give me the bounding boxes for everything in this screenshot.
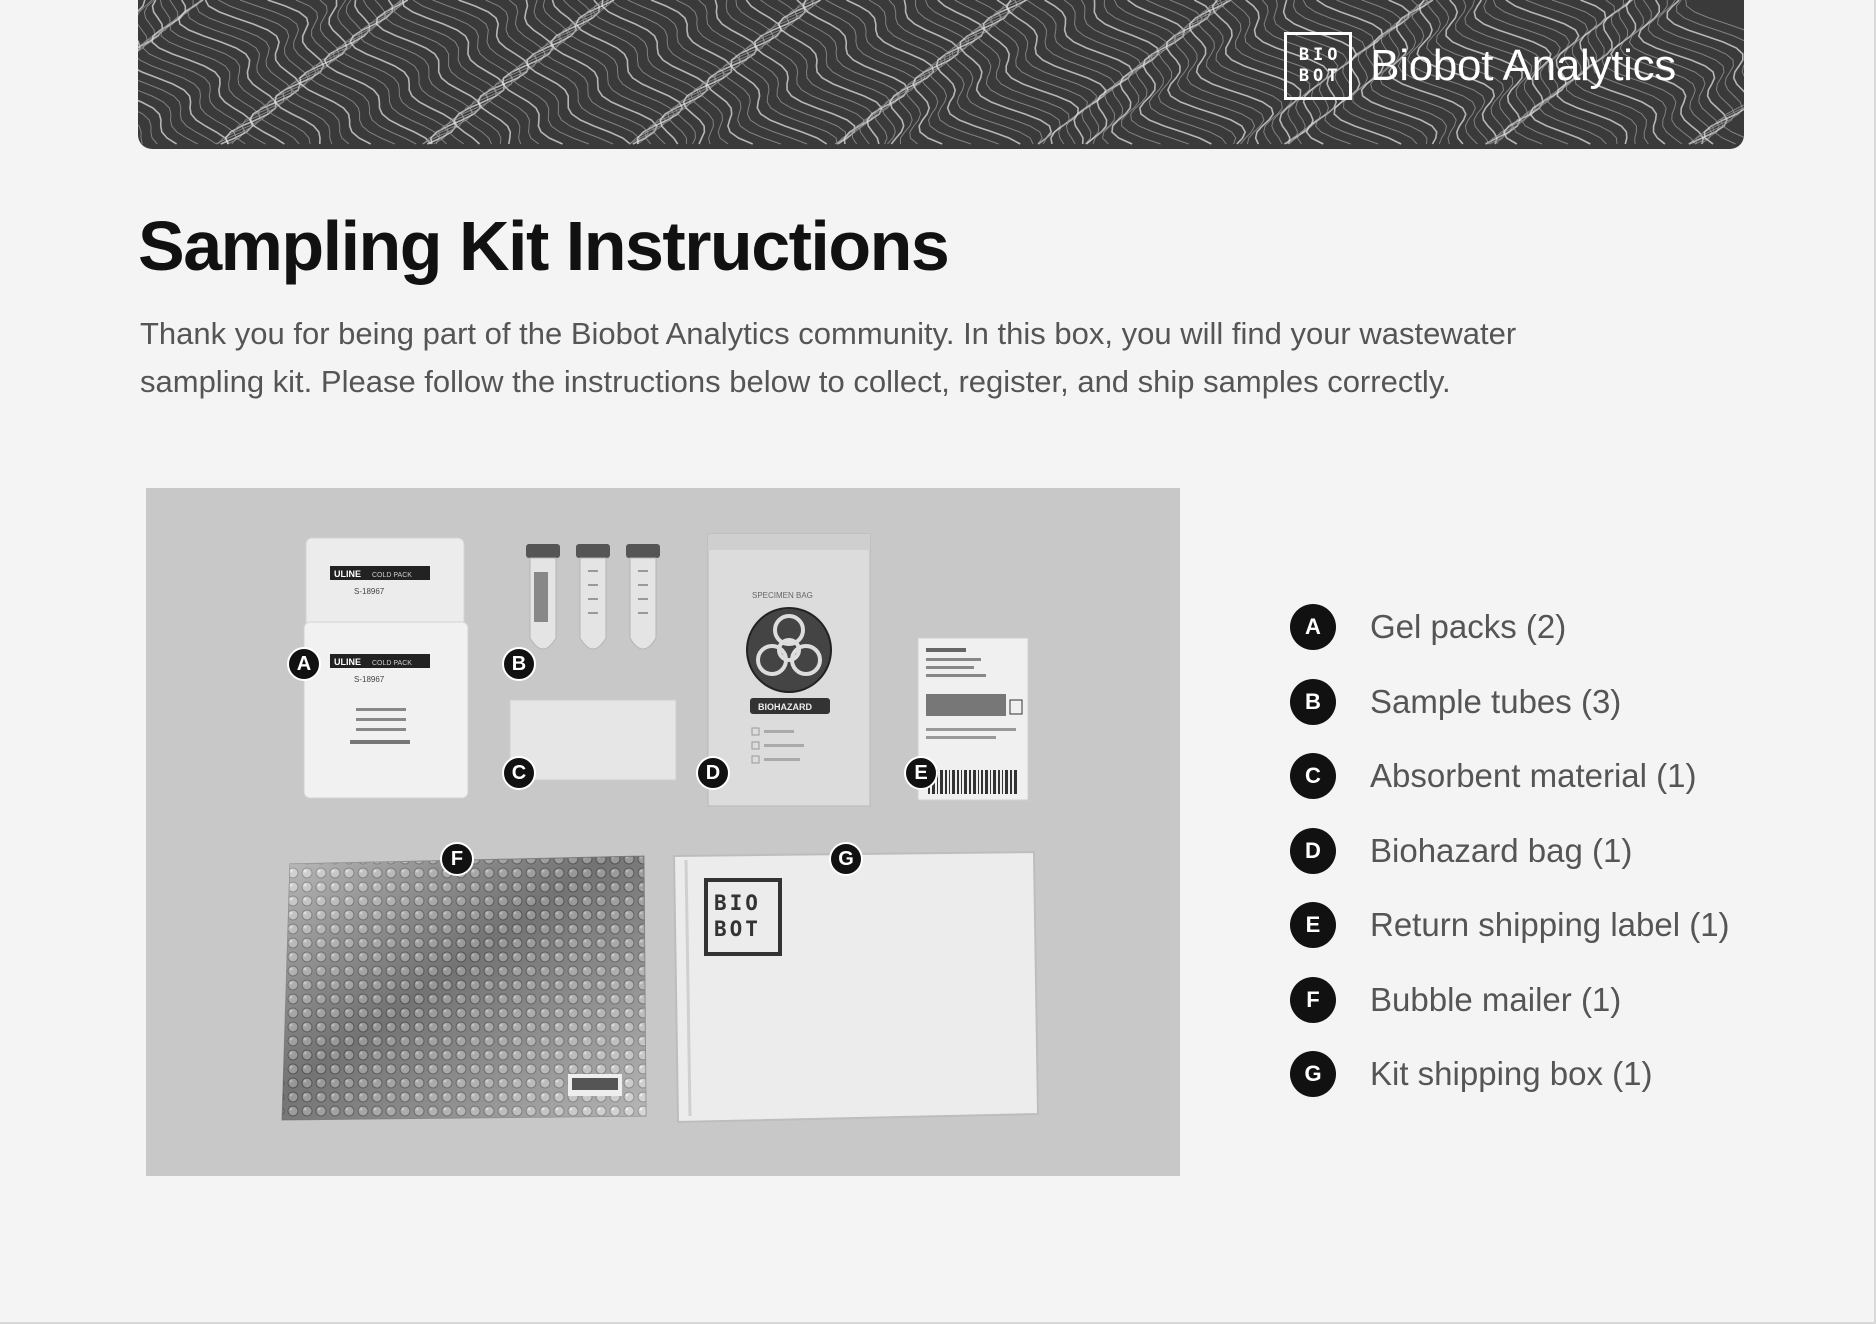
legend-item [1290,963,1730,1038]
box-logo-top: BIO [714,891,761,915]
bubble-mailer [282,856,646,1120]
wave-line [268,0,324,144]
pin-b: B [502,647,536,681]
legend-label: Sample tubes (3) [1370,682,1622,720]
wave-line [731,0,827,144]
kit-contents-legend [1290,590,1730,1112]
brand [1284,32,1676,100]
wave-line [846,0,933,144]
wave-line [543,0,648,144]
wave-line [350,0,456,144]
legend-item [1290,1037,1730,1112]
pin-f: F [440,842,474,876]
legend-item [1290,739,1730,814]
gel-pack-brand-2: ULINE [334,657,361,667]
legend-item [1290,814,1730,889]
gel-packs [304,538,468,798]
legend-badge-a: A [1290,604,1336,650]
kit-photo [146,488,1180,1176]
legend-badge-c: C [1290,753,1336,799]
gel-pack-code-2: S-18967 [354,675,385,684]
wave-line [1205,0,1291,144]
page-title: Sampling Kit Instructions [138,207,949,285]
legend-item [1290,665,1730,740]
legend-badge-f: F [1290,977,1336,1023]
legend-badge-e: E [1290,902,1336,948]
wave-line [551,0,657,144]
bag-header: SPECIMEN BAG [752,591,813,600]
biohazard-bag [708,534,870,806]
gel-pack-code: S-18967 [354,587,385,596]
logo-top-text: BIO [1298,45,1342,65]
wave-line [377,0,481,144]
pin-e: E [904,756,938,790]
bag-label: BIOHAZARD [758,702,812,712]
wave-line [999,0,1097,144]
wave-line [394,0,496,144]
legend-label: Biohazard bag (1) [1370,831,1633,869]
wave-line [811,0,916,144]
kit-illustration [146,488,1180,1176]
wave-line [628,0,724,144]
wave-line [926,0,999,144]
wave-line [803,0,908,144]
legend-label: Absorbent material (1) [1370,757,1697,795]
wave-line [1667,0,1744,144]
gel-pack-brand: ULINE [334,569,361,579]
intro-line-2: sampling kit. Please follow the instructions below to collect, register, and ship samples correctly. [140,364,1451,399]
wave-line [747,0,846,144]
kit-box [674,852,1038,1122]
biobot-logo [1284,32,1352,100]
legend-badge-g: G [1290,1051,1336,1097]
legend-item [1290,590,1730,665]
logo-bottom-text: BOT [1298,66,1342,86]
brand-name: Biobot Analytics [1370,41,1676,90]
intro-line-1: Thank you for being part of the Biobot Analytics community. In this box, you will find your wastewater [140,316,1517,351]
wave-line [707,0,757,144]
box-logo-bottom: BOT [714,917,761,941]
wave-line [218,0,308,144]
gel-pack-tag: COLD PACK [372,572,412,579]
legend-label: Bubble mailer (1) [1370,980,1622,1018]
legend-badge-d: D [1290,828,1336,874]
pin-g: G [829,842,863,876]
wave-line [138,0,237,144]
wave-line [585,0,691,144]
legend-label: Kit shipping box (1) [1370,1055,1653,1093]
pin-d: D [696,756,730,790]
legend-label: Return shipping label (1) [1370,906,1730,944]
wave-line [1114,0,1188,144]
wave-line [1146,0,1226,144]
wave-line [1182,0,1264,144]
legend-badge-b: B [1290,679,1336,725]
wave-line [795,0,900,144]
sample-tubes [526,544,660,649]
pin-c: C [502,756,536,790]
gel-pack-tag-2: COLD PACK [372,660,412,667]
wave-line [519,0,613,144]
legend-item [1290,888,1730,963]
intro-paragraph [140,310,1700,406]
header-banner [138,0,1744,149]
legend-label: Gel packs (2) [1370,608,1567,646]
pin-a: A [287,647,321,681]
wave-line [188,0,284,144]
wave-line [937,0,1021,144]
wave-line [1174,0,1254,144]
